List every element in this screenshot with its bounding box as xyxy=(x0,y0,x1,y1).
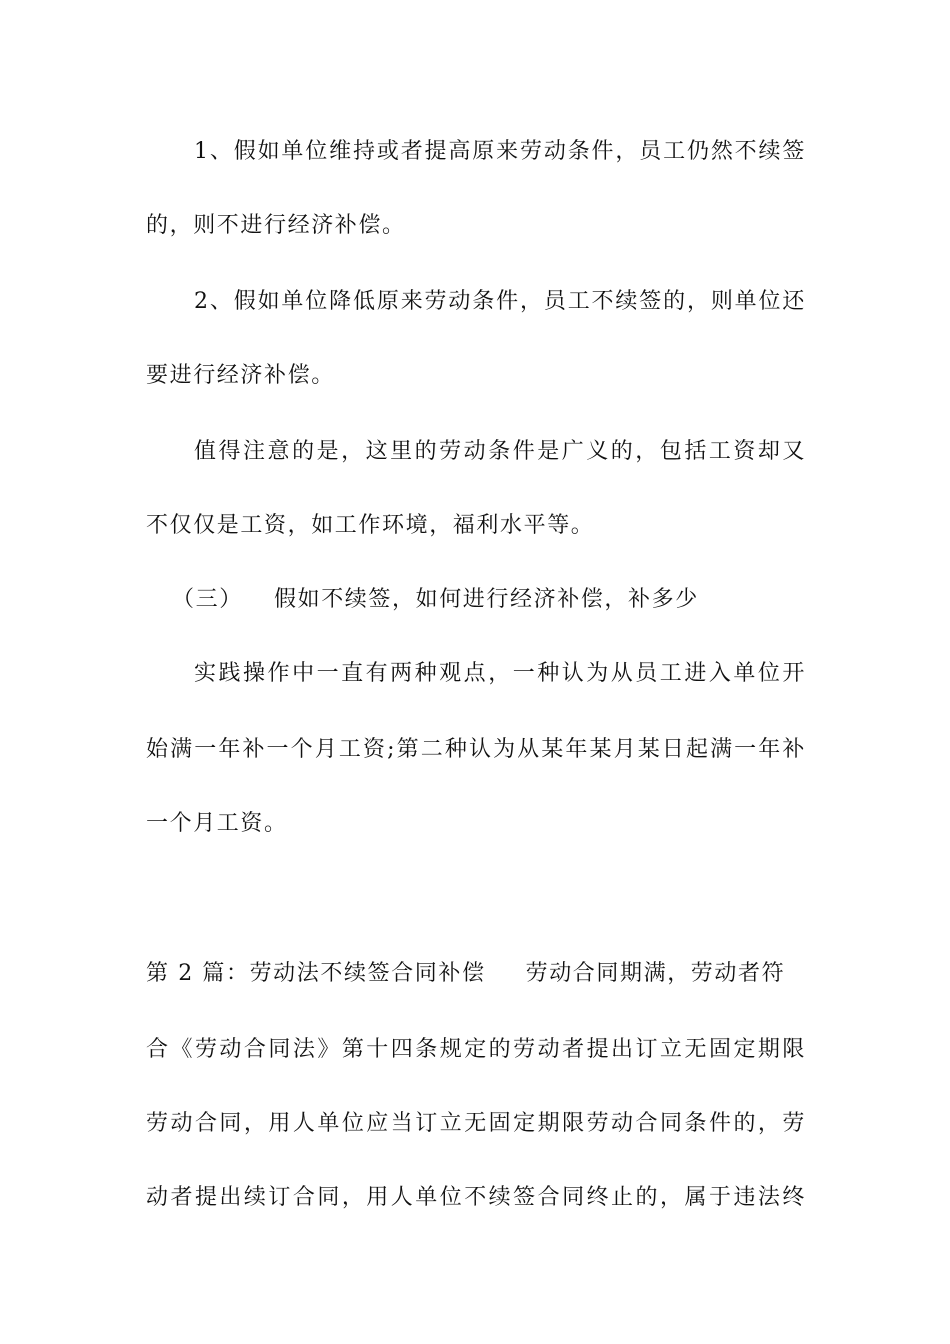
section-heading-marker: （三） xyxy=(172,587,243,612)
article-2-line-4: 动者提出续订合同，用人单位不续签合同终止的，属于违法终 xyxy=(146,1185,806,1210)
paragraph-1-line-1: 1、假如单位维持或者提高原来劳动条件，员工仍然不续签 xyxy=(194,139,806,164)
section-heading-3 xyxy=(172,584,806,616)
paragraph-3-line-2: 不仅仅是工资，如工作环境，福利水平等。 xyxy=(146,513,595,538)
article-2-title: 第 2 篇：劳动法不续签合同补偿 xyxy=(146,961,486,986)
paragraph-2-line-1: 2、假如单位降低原来劳动条件，员工不续签的，则单位还 xyxy=(194,289,806,314)
paragraph-1-line-2: 的，则不进行经济补偿。 xyxy=(146,213,406,238)
section-heading-text: 假如不续签，如何进行经济补偿，补多少 xyxy=(274,587,699,612)
article-2-line-3: 劳动合同，用人单位应当订立无固定期限劳动合同条件的，劳 xyxy=(146,1111,806,1136)
paragraph-3-line-1: 值得注意的是，这里的劳动条件是广义的，包括工资却又 xyxy=(194,439,806,464)
paragraph-2-line-2: 要进行经济补偿。 xyxy=(146,363,335,388)
article-2-line-2: 合《劳动合同法》第十四条规定的劳动者提出订立无固定期限 xyxy=(146,1037,806,1062)
article-2-first-line-text: 劳动合同期满，劳动者符 xyxy=(525,961,786,986)
paragraph-4-line-2: 始满一年补一个月工资;第二种认为从某年某月某日起满一年补 xyxy=(146,737,806,762)
paragraph-4-line-1: 实践操作中一直有两种观点，一种认为从员工进入单位开 xyxy=(194,661,806,686)
article-2-first-line xyxy=(146,958,806,990)
paragraph-4-line-3: 一个月工资。 xyxy=(146,811,288,836)
